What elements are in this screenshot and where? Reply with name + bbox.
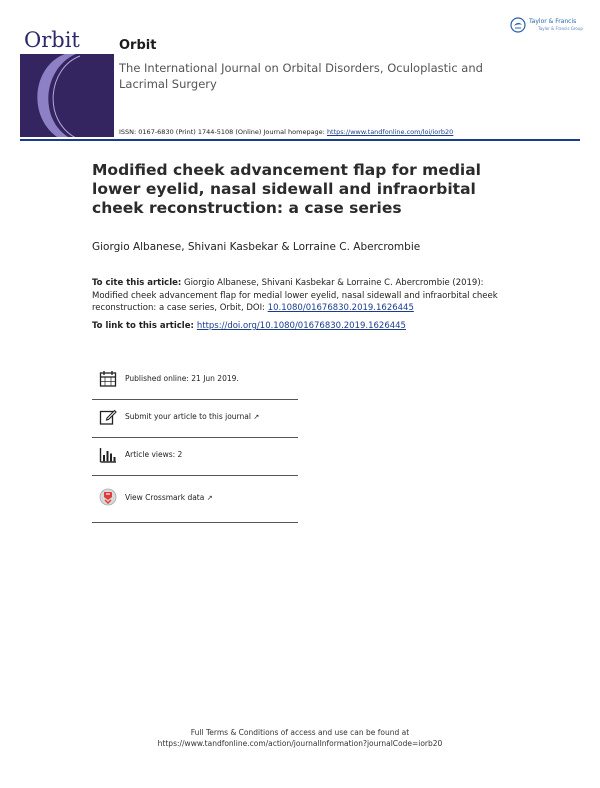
publisher-logo[interactable] — [510, 16, 586, 36]
submit-article-row[interactable] — [92, 399, 298, 438]
article-doi-url-link[interactable]: https://doi.org/10.1080/01676830.2019.1626445 — [196, 321, 406, 331]
article-authors: Giorgio Albanese, Shivani Kasbekar & Lorraine C. Abercrombie — [92, 241, 421, 253]
citation-doi-link[interactable]: 10.1080/01676830.2019.1626445 — [267, 303, 414, 313]
published-online-row — [92, 361, 298, 400]
issn-text: ISSN: 0167-6830 (Print) 1744-5108 (Online) Journal homepage: — [119, 128, 327, 136]
footer — [0, 727, 600, 749]
citation-block — [92, 277, 512, 315]
submit-article-link[interactable] — [125, 412, 259, 421]
citation-text: Giorgio Albanese, Shivani Kasbekar & Lorraine C. Abercrombie (2019): Modified cheek advancement flap for medial lower eyelid, nasal sidewall and infraorbital cheek reconstruction: a case series, Orbit, DOI: — [92, 278, 498, 313]
bar-chart-icon — [99, 446, 117, 464]
journal-name: Orbit — [119, 38, 157, 53]
article-views-text: Article views: 2 — [125, 450, 183, 459]
footer-terms-text: Full Terms & Conditions of access and use can be found at — [190, 728, 410, 737]
crossmark-link[interactable] — [125, 493, 213, 502]
publisher-logo-icon — [510, 17, 526, 33]
publisher-logo-text: Taylor & Francis — [529, 18, 577, 25]
journal-subtitle: The International Journal on Orbital Disorders, Oculoplastic and Lacrimal Surgery — [119, 61, 483, 91]
cover-title: Orbit — [24, 28, 80, 52]
edit-icon — [99, 408, 117, 426]
article-link-label: To link to this article: — [92, 321, 197, 331]
crossmark-row[interactable] — [92, 475, 298, 523]
article-views-row[interactable] — [92, 437, 298, 476]
journal-cover — [20, 29, 114, 137]
issn-line — [119, 128, 453, 136]
publisher-logo-subtext: Taylor & Francis Group — [538, 26, 583, 31]
article-link-block — [92, 320, 512, 332]
external-link-icon: ↗ — [206, 494, 213, 502]
crossmark-label: View Crossmark data — [125, 493, 205, 502]
submit-article-label: Submit your article to this journal — [125, 412, 251, 421]
crossmark-icon — [99, 488, 117, 506]
cover-artwork — [20, 54, 114, 137]
calendar-icon — [99, 370, 117, 388]
header-divider — [20, 139, 580, 141]
external-link-icon: ↗ — [253, 413, 260, 421]
journal-homepage-link[interactable]: https://www.tandfonline.com/loi/iorb20 — [326, 128, 454, 136]
article-title: Modified cheek advancement flap for medial lower eyelid, nasal sidewall and infraorbital cheek reconstruction: a case series — [92, 161, 481, 217]
citation-label: To cite this article: — [92, 278, 182, 288]
footer-terms-link[interactable]: https://www.tandfonline.com/action/journalInformation?journalCode=iorb20 — [157, 739, 443, 748]
published-online-text: Published online: 21 Jun 2019. — [125, 374, 239, 383]
